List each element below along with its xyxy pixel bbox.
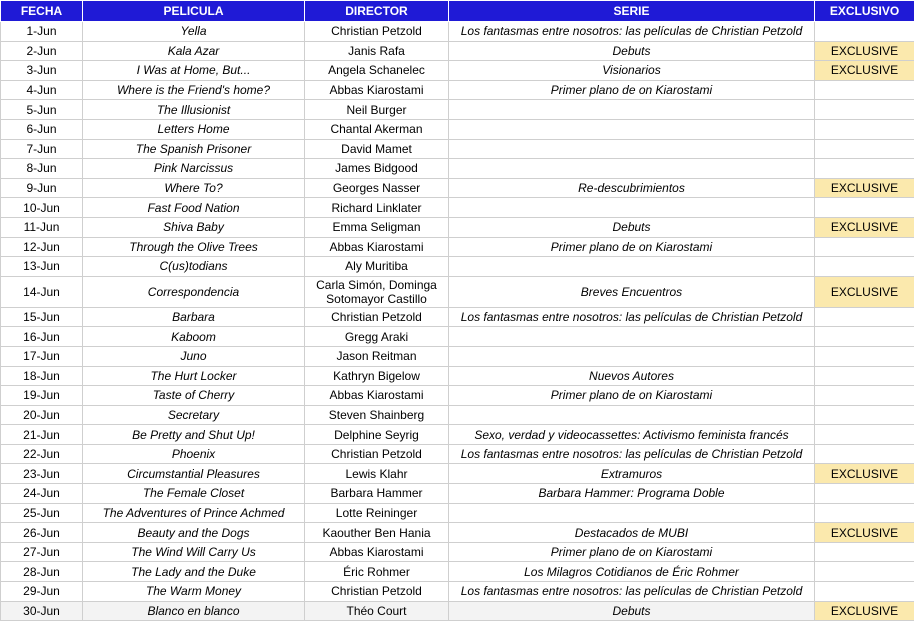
director-cell: Emma Seligman <box>305 217 449 237</box>
header-exclusivo: EXCLUSIVO <box>815 1 914 22</box>
exclusive-cell: EXCLUSIVE <box>815 276 914 307</box>
film-cell: C(us)todians <box>83 257 305 277</box>
director-cell: Abbas Kiarostami <box>305 386 449 406</box>
film-cell: I Was at Home, But... <box>83 61 305 81</box>
director-cell: Neil Burger <box>305 100 449 120</box>
serie-cell: Destacados de MUBI <box>449 523 815 543</box>
director-cell: Kaouther Ben Hania <box>305 523 449 543</box>
film-cell: The Warm Money <box>83 582 305 602</box>
exclusive-cell <box>815 159 914 179</box>
serie-cell: Barbara Hammer: Programa Doble <box>449 484 815 504</box>
film-cell: Circumstantial Pleasures <box>83 464 305 484</box>
director-cell: Christian Petzold <box>305 582 449 602</box>
exclusive-cell <box>815 80 914 100</box>
serie-cell <box>449 100 815 120</box>
table-row <box>1 503 914 523</box>
date-cell: 17-Jun <box>1 346 83 366</box>
header-serie: SERIE <box>449 1 815 22</box>
date-cell: 25-Jun <box>1 503 83 523</box>
date-cell: 20-Jun <box>1 405 83 425</box>
serie-cell <box>449 119 815 139</box>
serie-cell: Extramuros <box>449 464 815 484</box>
date-cell: 28-Jun <box>1 562 83 582</box>
serie-cell <box>449 503 815 523</box>
table-row <box>1 178 914 198</box>
director-cell: Christian Petzold <box>305 22 449 42</box>
date-cell: 11-Jun <box>1 217 83 237</box>
director-cell: Gregg Araki <box>305 327 449 347</box>
director-cell: James Bidgood <box>305 159 449 179</box>
serie-cell: Primer plano de on Kiarostami <box>449 80 815 100</box>
table-row <box>1 327 914 347</box>
serie-cell: Breves Encuentros <box>449 276 815 307</box>
header-pelicula: PELICULA <box>83 1 305 22</box>
director-cell: Abbas Kiarostami <box>305 80 449 100</box>
film-cell: The Adventures of Prince Achmed <box>83 503 305 523</box>
serie-cell: Nuevos Autores <box>449 366 815 386</box>
exclusive-cell: EXCLUSIVE <box>815 217 914 237</box>
table-row <box>1 601 914 621</box>
table-row <box>1 41 914 61</box>
exclusive-cell <box>815 139 914 159</box>
date-cell: 4-Jun <box>1 80 83 100</box>
table-row <box>1 346 914 366</box>
exclusive-cell <box>815 405 914 425</box>
exclusive-cell <box>815 582 914 602</box>
film-cell: Secretary <box>83 405 305 425</box>
table-row <box>1 523 914 543</box>
exclusive-cell <box>815 484 914 504</box>
date-cell: 5-Jun <box>1 100 83 120</box>
film-cell: Barbara <box>83 307 305 327</box>
film-cell: Correspondencia <box>83 276 305 307</box>
director-cell: Carla Simón, Dominga Sotomayor Castillo <box>305 276 449 307</box>
serie-cell: Debuts <box>449 217 815 237</box>
serie-cell <box>449 198 815 218</box>
table-row <box>1 80 914 100</box>
table-row <box>1 542 914 562</box>
table-body <box>1 22 914 621</box>
exclusive-cell <box>815 444 914 464</box>
film-cell: Blanco en blanco <box>83 601 305 621</box>
director-cell: Georges Nasser <box>305 178 449 198</box>
table-row <box>1 22 914 42</box>
table-row <box>1 366 914 386</box>
date-cell: 18-Jun <box>1 366 83 386</box>
exclusive-cell <box>815 386 914 406</box>
table-row <box>1 582 914 602</box>
director-cell: Janis Rafa <box>305 41 449 61</box>
table-row <box>1 307 914 327</box>
film-cell: The Illusionist <box>83 100 305 120</box>
serie-cell <box>449 405 815 425</box>
table-row <box>1 562 914 582</box>
date-cell: 29-Jun <box>1 582 83 602</box>
exclusive-cell <box>815 198 914 218</box>
serie-cell: Los fantasmas entre nosotros: las películas de Christian Petzold <box>449 444 815 464</box>
director-cell: Barbara Hammer <box>305 484 449 504</box>
serie-cell: Sexo, verdad y videocassettes: Activismo feminista francés <box>449 425 815 445</box>
director-cell: Jason Reitman <box>305 346 449 366</box>
date-cell: 3-Jun <box>1 61 83 81</box>
film-cell: Beauty and the Dogs <box>83 523 305 543</box>
table-row <box>1 159 914 179</box>
date-cell: 8-Jun <box>1 159 83 179</box>
date-cell: 9-Jun <box>1 178 83 198</box>
table-row <box>1 276 914 307</box>
film-cell: The Lady and the Duke <box>83 562 305 582</box>
serie-cell: Debuts <box>449 41 815 61</box>
exclusive-cell <box>815 237 914 257</box>
exclusive-cell: EXCLUSIVE <box>815 523 914 543</box>
film-cell: The Hurt Locker <box>83 366 305 386</box>
director-cell: Kathryn Bigelow <box>305 366 449 386</box>
exclusive-cell: EXCLUSIVE <box>815 601 914 621</box>
exclusive-cell <box>815 542 914 562</box>
director-cell: Aly Muritiba <box>305 257 449 277</box>
serie-cell: Primer plano de on Kiarostami <box>449 542 815 562</box>
director-cell: Delphine Seyrig <box>305 425 449 445</box>
director-cell: Angela Schanelec <box>305 61 449 81</box>
exclusive-cell <box>815 562 914 582</box>
table-row <box>1 61 914 81</box>
exclusive-cell <box>815 119 914 139</box>
table-row <box>1 198 914 218</box>
date-cell: 13-Jun <box>1 257 83 277</box>
serie-cell: Los fantasmas entre nosotros: las películas de Christian Petzold <box>449 307 815 327</box>
director-cell: Christian Petzold <box>305 444 449 464</box>
film-cell: Taste of Cherry <box>83 386 305 406</box>
header-director: DIRECTOR <box>305 1 449 22</box>
exclusive-cell <box>815 503 914 523</box>
director-cell: Théo Court <box>305 601 449 621</box>
film-cell: Juno <box>83 346 305 366</box>
date-cell: 16-Jun <box>1 327 83 347</box>
film-cell: Where To? <box>83 178 305 198</box>
exclusive-cell <box>815 327 914 347</box>
exclusive-cell <box>815 22 914 42</box>
date-cell: 12-Jun <box>1 237 83 257</box>
date-cell: 6-Jun <box>1 119 83 139</box>
date-cell: 7-Jun <box>1 139 83 159</box>
serie-cell: Primer plano de on Kiarostami <box>449 237 815 257</box>
header-row <box>1 1 914 22</box>
exclusive-cell <box>815 425 914 445</box>
table-row <box>1 100 914 120</box>
exclusive-cell: EXCLUSIVE <box>815 41 914 61</box>
table-row <box>1 119 914 139</box>
table-row <box>1 444 914 464</box>
date-cell: 21-Jun <box>1 425 83 445</box>
film-cell: Yella <box>83 22 305 42</box>
serie-cell: Re-descubrimientos <box>449 178 815 198</box>
film-cell: Kala Azar <box>83 41 305 61</box>
exclusive-cell: EXCLUSIVE <box>815 61 914 81</box>
director-cell: Steven Shainberg <box>305 405 449 425</box>
film-cell: Pink Narcissus <box>83 159 305 179</box>
director-cell: Lotte Reininger <box>305 503 449 523</box>
exclusive-cell: EXCLUSIVE <box>815 178 914 198</box>
director-cell: Abbas Kiarostami <box>305 237 449 257</box>
director-cell: Richard Linklater <box>305 198 449 218</box>
director-cell: Lewis Klahr <box>305 464 449 484</box>
serie-cell: Primer plano de on Kiarostami <box>449 386 815 406</box>
film-cell: Through the Olive Trees <box>83 237 305 257</box>
serie-cell: Los Milagros Cotidianos de Éric Rohmer <box>449 562 815 582</box>
date-cell: 22-Jun <box>1 444 83 464</box>
film-cell: The Female Closet <box>83 484 305 504</box>
table-row <box>1 405 914 425</box>
date-cell: 26-Jun <box>1 523 83 543</box>
film-cell: Be Pretty and Shut Up! <box>83 425 305 445</box>
serie-cell <box>449 327 815 347</box>
table-row <box>1 217 914 237</box>
date-cell: 2-Jun <box>1 41 83 61</box>
director-cell: Christian Petzold <box>305 307 449 327</box>
table-row <box>1 464 914 484</box>
date-cell: 19-Jun <box>1 386 83 406</box>
exclusive-cell <box>815 346 914 366</box>
serie-cell: Los fantasmas entre nosotros: las películas de Christian Petzold <box>449 582 815 602</box>
serie-cell <box>449 346 815 366</box>
film-cell: Letters Home <box>83 119 305 139</box>
film-cell: Kaboom <box>83 327 305 347</box>
serie-cell <box>449 159 815 179</box>
date-cell: 14-Jun <box>1 276 83 307</box>
date-cell: 1-Jun <box>1 22 83 42</box>
header-fecha: FECHA <box>1 1 83 22</box>
date-cell: 15-Jun <box>1 307 83 327</box>
table-row <box>1 139 914 159</box>
director-cell: Chantal Akerman <box>305 119 449 139</box>
serie-cell: Los fantasmas entre nosotros: las películas de Christian Petzold <box>449 22 815 42</box>
exclusive-cell <box>815 257 914 277</box>
exclusive-cell <box>815 366 914 386</box>
date-cell: 10-Jun <box>1 198 83 218</box>
table-row <box>1 237 914 257</box>
director-cell: David Mamet <box>305 139 449 159</box>
film-cell: The Wind Will Carry Us <box>83 542 305 562</box>
table-row <box>1 257 914 277</box>
director-cell: Abbas Kiarostami <box>305 542 449 562</box>
film-cell: Phoenix <box>83 444 305 464</box>
director-cell: Éric Rohmer <box>305 562 449 582</box>
film-cell: The Spanish Prisoner <box>83 139 305 159</box>
serie-cell: Visionarios <box>449 61 815 81</box>
film-cell: Shiva Baby <box>83 217 305 237</box>
date-cell: 27-Jun <box>1 542 83 562</box>
date-cell: 23-Jun <box>1 464 83 484</box>
exclusive-cell: EXCLUSIVE <box>815 464 914 484</box>
table-row <box>1 484 914 504</box>
exclusive-cell <box>815 100 914 120</box>
serie-cell: Debuts <box>449 601 815 621</box>
exclusive-cell <box>815 307 914 327</box>
table-row <box>1 425 914 445</box>
date-cell: 30-Jun <box>1 601 83 621</box>
serie-cell <box>449 257 815 277</box>
date-cell: 24-Jun <box>1 484 83 504</box>
film-cell: Fast Food Nation <box>83 198 305 218</box>
table-row <box>1 386 914 406</box>
film-cell: Where is the Friend's home? <box>83 80 305 100</box>
serie-cell <box>449 139 815 159</box>
